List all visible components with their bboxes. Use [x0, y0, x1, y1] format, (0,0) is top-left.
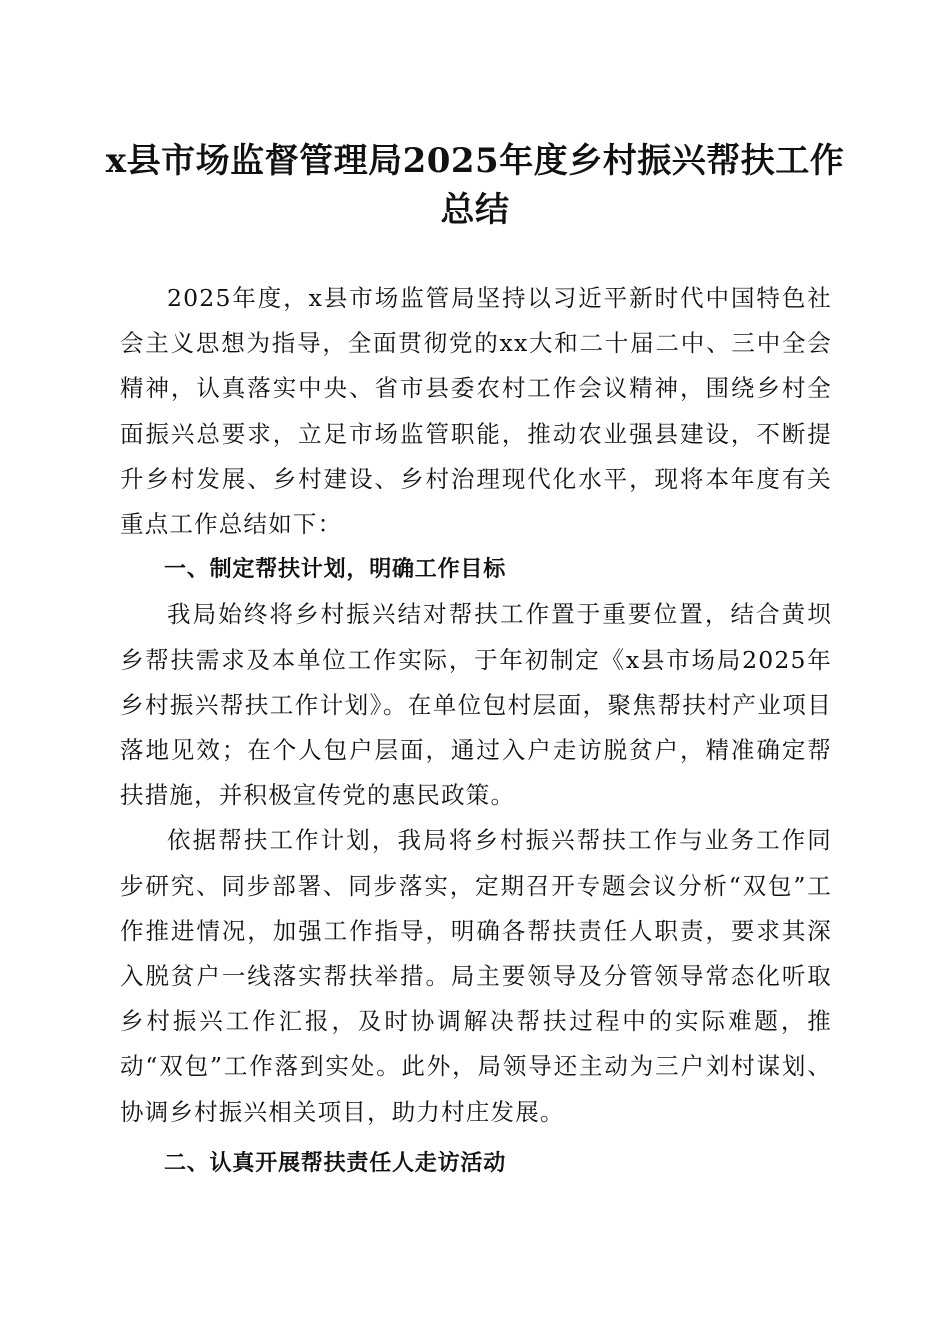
section-1-paragraph-2: 依据帮扶工作计划，我局将乡村振兴帮扶工作与业务工作同步研究、同步部署、同步落实，定期召开专题会议分析“双包”工作推进情况，加强工作指导，明确各帮扶责任人职责，要求其深入脱贫户一线落实帮扶举措。局主要领导及分管领导常态化听取乡村振兴工作汇报，及时协调解决帮扶过程中的实际难题，推动“双包”工作落到实处。此外，局领导还主动为三户刘村谋划、协调乡村振兴相关项目，助力村庄发展。: [120, 826, 832, 1126]
section-heading-2: 二、认真开展帮扶责任人走访活动: [164, 1150, 507, 1176]
section-heading-1: 一、制定帮扶计划，明确工作目标: [164, 557, 507, 583]
section-1-paragraph-1: 我局始终将乡村振兴结对帮扶工作置于重要位置，结合黄坝乡帮扶需求及本单位工作实际，于年初制定《x县市场局2025年乡村振兴帮扶工作计划》。在单位包村层面，聚焦帮扶村产业项目落地见效；在个人包户层面，通过入户走访脱贫户，精准确定帮扶措施，并积极宣传党的惠民政策。: [120, 600, 832, 810]
document-body: [120, 276, 832, 1186]
document-title: x县市场监督管理局2025年度乡村振兴帮扶工作总结: [105, 141, 845, 230]
intro-paragraph: 2025年度，x县市场监管局坚持以习近平新时代中国特色社会主义思想为指导，全面贯彻党的xx大和二十届二中、三中全会精神，认真落实中央、省市县委农村工作会议精神，围绕乡村全面振兴总要求，立足市场监管职能，推动农业强县建设，不断提升乡村发展、乡村建设、乡村治理现代化水平，现将本年度有关重点工作总结如下：: [120, 284, 832, 539]
